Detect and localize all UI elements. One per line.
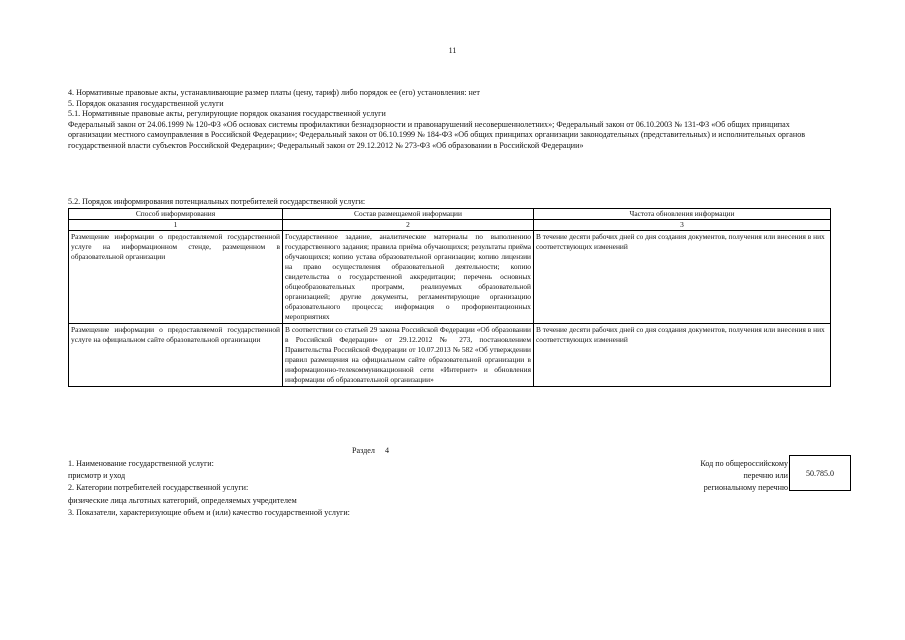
cell-content: В соответствии со статьей 29 закона Российской Федерации «Об образовании в Российской Федерации» от 29.12.2012 № 273, постановлением Правительства Российской Федерации от 10.07.2013 № 582 «Об утверждении правил размещения на официальном сайте образовательной организации в информационно-телекоммуникационной сети «Интернет» и обновления информации об образовательной организации» (283, 324, 534, 387)
registry-code-label-line: перечню или (743, 471, 788, 481)
paragraph-fees: 4. Нормативные правовые акты, устанавливающие размер платы (цену, тариф) либо порядок ее (его) установления: нет (68, 88, 480, 97)
cell-method: Размещение информации о предоставляемой государственной услуге на официальном сайте образовательной организации (69, 324, 283, 387)
page-number: 11 (448, 46, 457, 55)
registry-code-label (618, 458, 788, 495)
table-header-row (69, 209, 831, 220)
cell-frequency: В течение десяти рабочих дней со дня создания документов, получения или внесения в них соответствующих изменений (534, 324, 831, 387)
column-number: 3 (534, 220, 831, 231)
paragraph-legal-acts: Федеральный закон от 24.06.1999 № 120-ФЗ «Об основах системы профилактики безнадзорности и правонарушений несовершеннолетних»; Федеральный закон от 06.10.2003 № 131-ФЗ «Об общих принципах организации местного самоуправления в Российской Федерации»; Федеральный закон от 06.10.1999 № 184-ФЗ «Об общих принципах организации законодательных (представительных) и исполнительных органов государственной власти субъектов Российской Федерации»; Федеральный закон от 29.12.2012 № 273-ФЗ «Об образовании в Российской Федерации» (68, 119, 806, 150)
indicators-label: 3. Показатели, характеризующие объем и (или) качество государственной услуги: (68, 507, 350, 517)
service-name-value: присмотр и уход (68, 471, 126, 481)
header-method: Способ информирования (69, 209, 283, 220)
service-name-label: 1. Наименование государственной услуги: (68, 459, 214, 468)
header-frequency: Частота обновления информации (534, 209, 831, 220)
service-description (68, 458, 488, 519)
registry-code-label-line: Код по общероссийскому (700, 459, 788, 468)
cell-frequency: В течение десяти рабочих дней со дня создания документов, получения или внесения в них соответствующих изменений (534, 231, 831, 324)
section-number: 4 (384, 446, 389, 455)
consumer-category-value: физические лица льготных категорий, определяемых учредителем (68, 495, 297, 505)
paragraph-legal-acts-heading: 5.1. Нормативные правовые акты, регулирующие порядок оказания государственной услуги (68, 109, 386, 119)
cell-content: Государственное задание, аналитические материалы по выполнению государственного задания; правила приёма обучающихся; результаты приёма обучающихся; копию устава образовательной организации; копию лицензии на право осуществления образовательной деятельности; копию свидетельства о государственной аккредитации; перечень основных общеобразовательных программ, реализуемых образовательной организацией; другие документы, регламентирующие организацию образовательного процесса; информация о профориентационных мероприятиях (283, 231, 534, 324)
intro-section (68, 88, 828, 152)
table-row (69, 324, 831, 387)
column-number: 1 (69, 220, 283, 231)
paragraph-procedure: 5. Порядок оказания государственной услуги (68, 98, 224, 108)
registry-code-value: 50.785.0 (789, 455, 851, 491)
header-content: Состав размещаемой информации (283, 209, 534, 220)
section-title (352, 446, 389, 455)
table-row (69, 231, 831, 324)
informing-heading: 5.2. Порядок информирования потенциальных потребителей государственной услуги: (68, 197, 366, 206)
consumer-category-label: 2. Категории потребителей государственной услуги: (68, 483, 249, 493)
section-label: Раздел (352, 446, 375, 455)
cell-method: Размещение информации о предоставляемой государственной услуге на информационном стенде, размещенном в образовательной организации (69, 231, 283, 324)
column-number: 2 (283, 220, 534, 231)
informing-table (68, 208, 831, 387)
table-number-row (69, 220, 831, 231)
registry-code-label-line: региональному перечню (703, 483, 788, 493)
